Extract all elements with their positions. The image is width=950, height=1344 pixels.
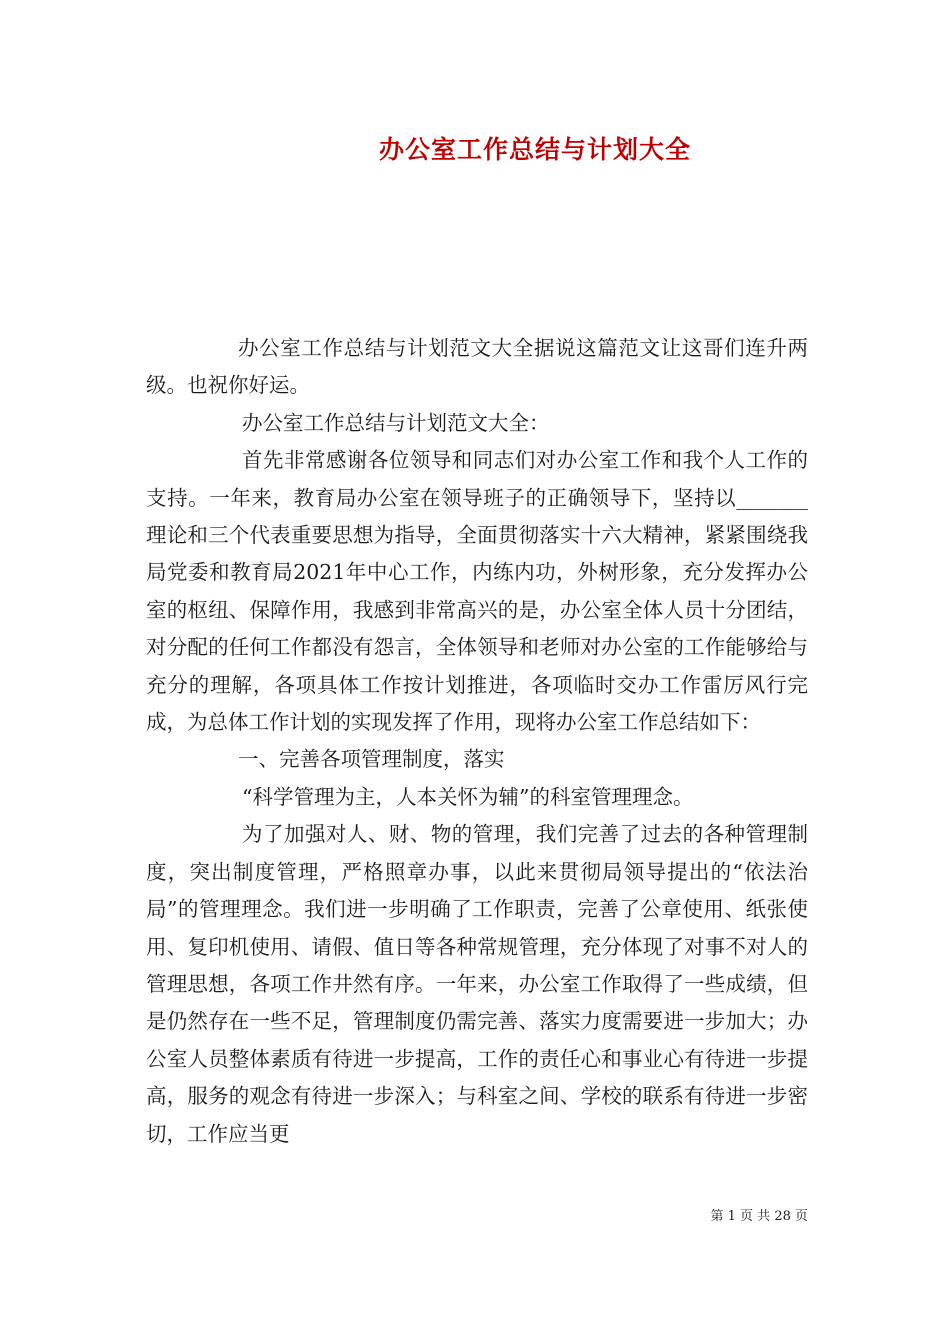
section-subheading-1: “科学管理为主，人本关怀为辅”的科室管理理念。 bbox=[242, 784, 694, 809]
document-body bbox=[146, 330, 808, 1153]
page-number-footer: 第 1 页 共 28 页 bbox=[710, 1209, 808, 1224]
paragraph-management: 为了加强对人、财、物的管理，我们完善了过去的各种管理制度，突出制度管理，严格照章办事，以此来贯彻局领导提出的“依法治局”的管理理念。我们进一步明确了工作职责，完善了公章使用、纸张使用、复印机使用、请假、值日等各种常规管理，充分体现了对事不对人的管理思想，各项工作井然有序。一年来，办公室工作取得了一些成绩，但是仍然存在一些不足，管理制度仍需完善、落实力度需要进一步加大；办公室人员整体素质有待进一步提高，工作的责任心和事业心有待进一步提高，服务的观念有待进一步深入；与科室之间、学校的联系有待进一步密切，工作应当更 bbox=[146, 822, 808, 1146]
section-heading-1: 一、完善各项管理制度，落实 bbox=[238, 747, 505, 772]
paragraph-intro: 办公室工作总结与计划范文大全据说这篇范文让这哥们连升两级。也祝你好运。 bbox=[146, 336, 808, 398]
document-title: 办公室工作总结与计划大全 bbox=[378, 135, 691, 164]
paragraph-heading: 办公室工作总结与计划范文大全： bbox=[242, 410, 550, 435]
paragraph-opening: 首先非常感谢各位领导和同志们对办公室工作和我个人工作的支持。一年来，教育局办公室在领导班子的正确领导下，坚持以_______理论和三个代表重要思想为指导，全面贯彻落实十六大精神，紧紧围绕我局党委和教育局2021年中心工作，内练内功，外树形象，充分发挥办公室的枢纽、保障作用，我感到非常高兴的是，办公室全体人员十分团结，对分配的任何工作都没有怨言，全体领导和老师对办公室的工作能够给与充分的理解，各项具体工作按计划推进，各项临时交办工作雷厉风行完成，为总体工作计划的实现发挥了作用，现将办公室工作总结如下： bbox=[146, 448, 808, 735]
